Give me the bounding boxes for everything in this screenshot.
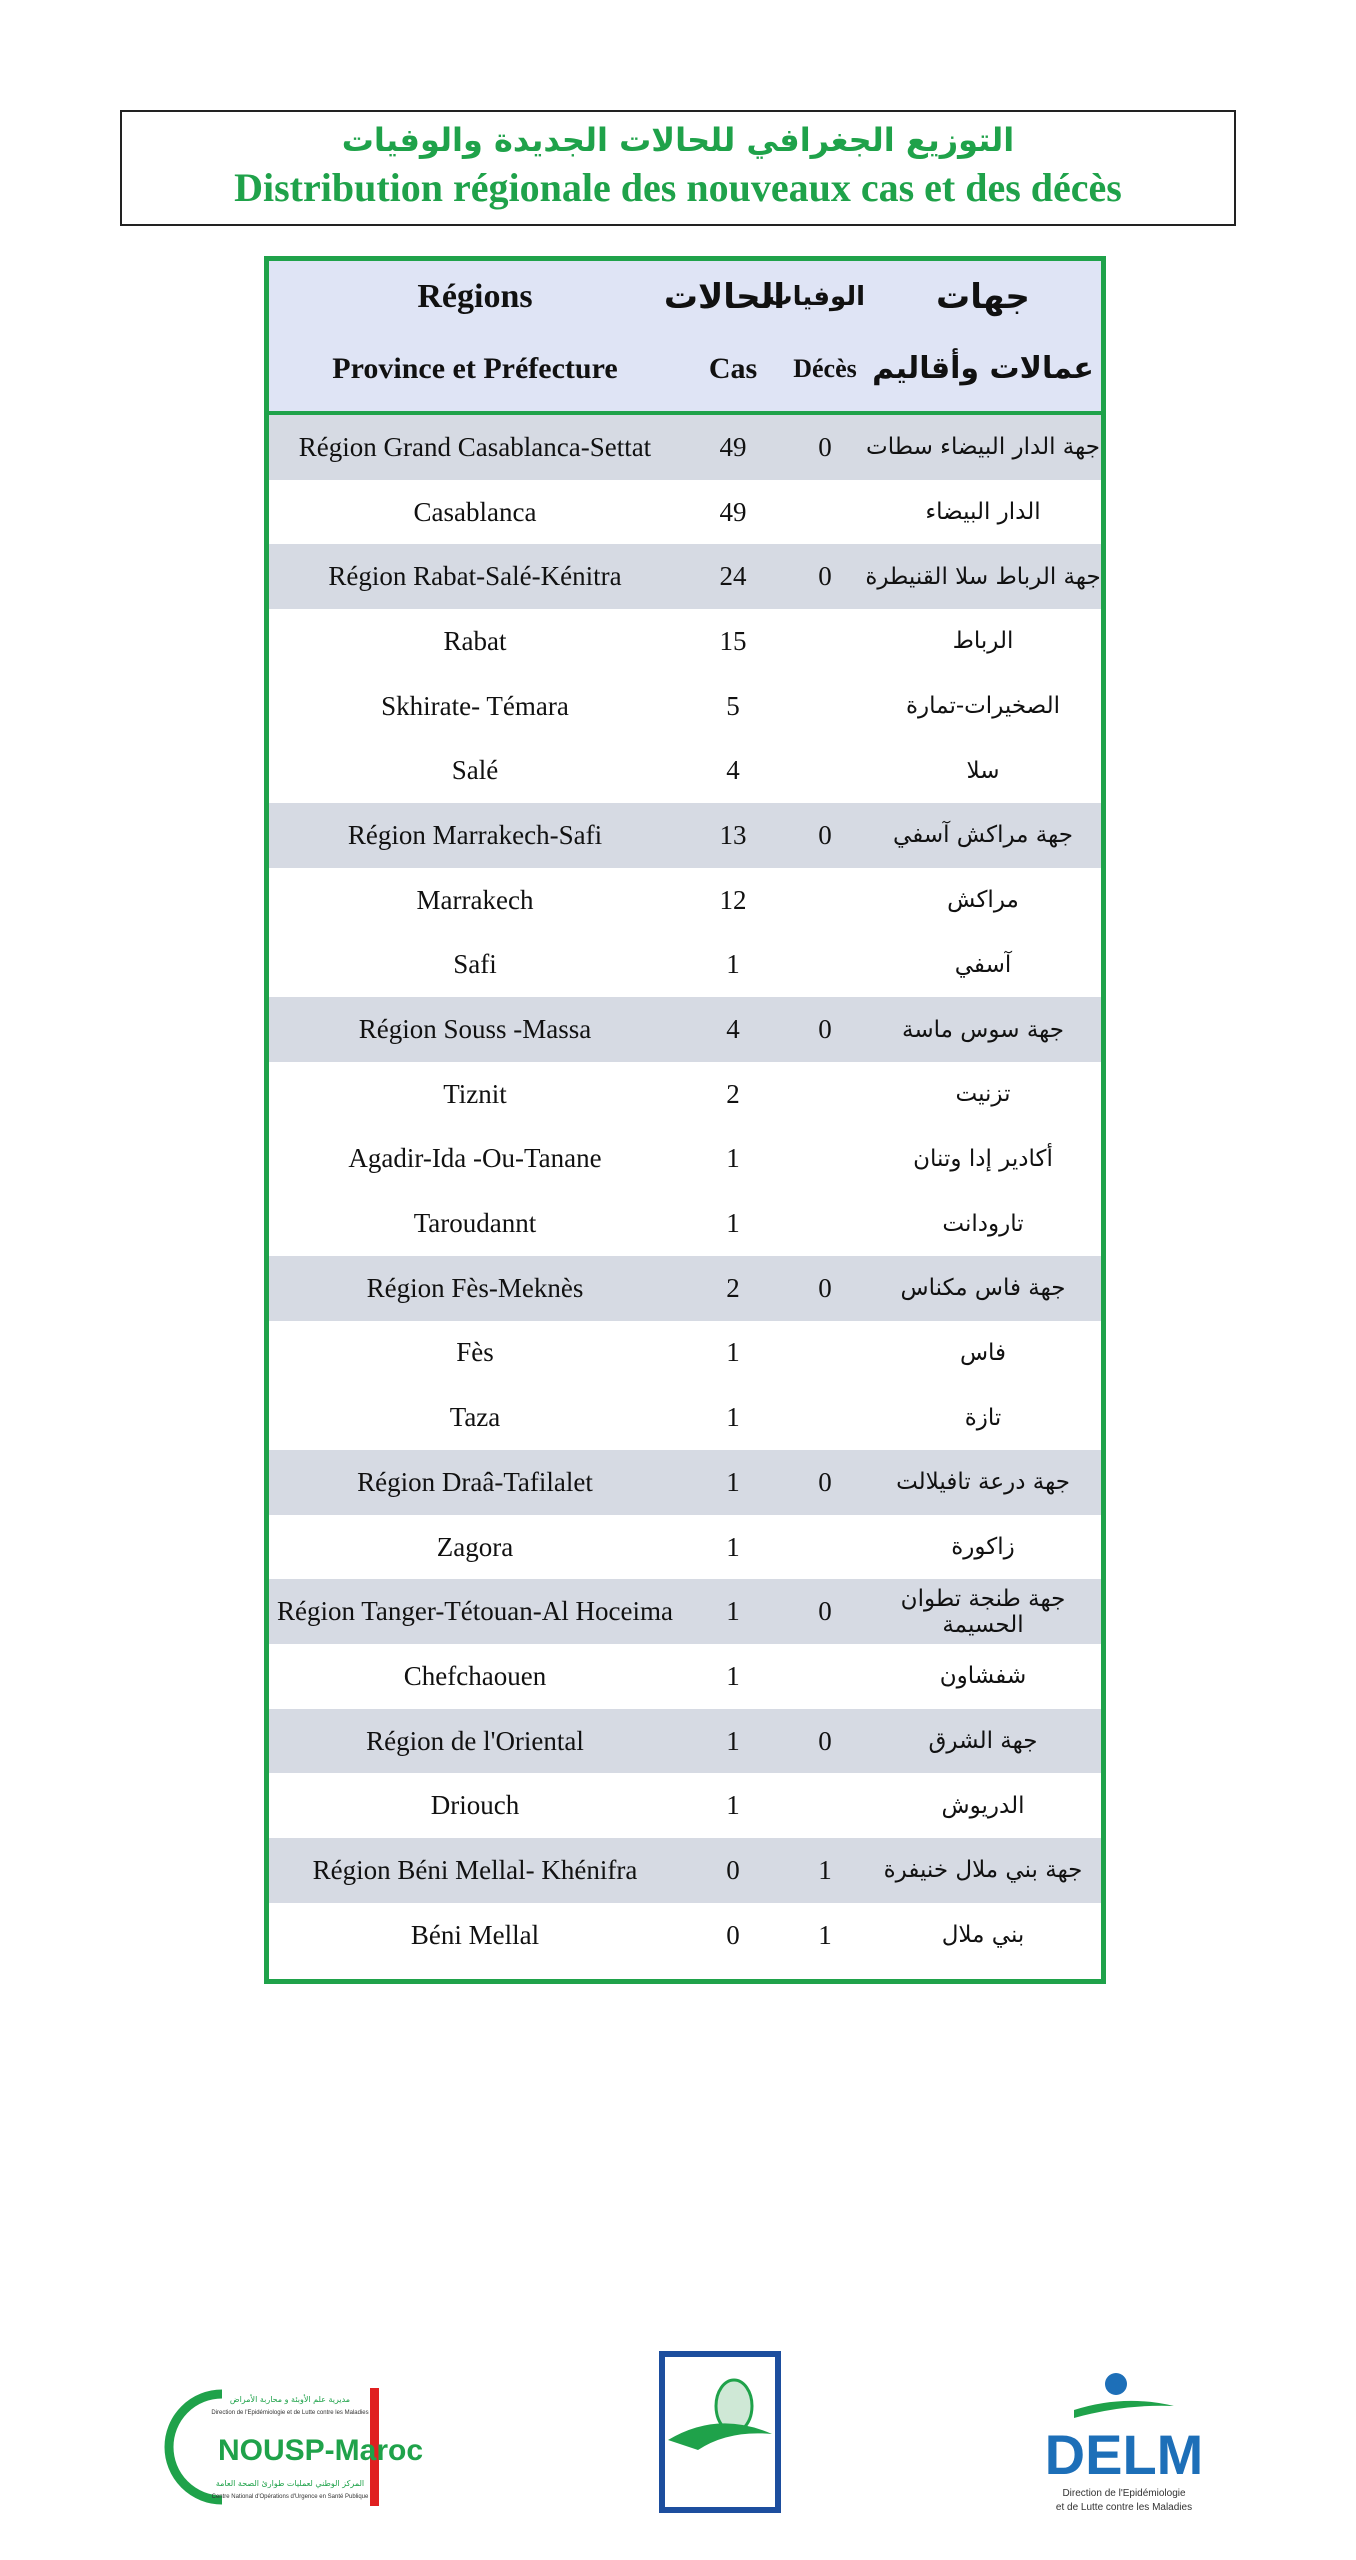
cell-cas: 1 [726,1466,740,1497]
table-row-province [269,1062,1101,1127]
cell-deces: 0 [818,1014,832,1045]
cell-name: Safi [453,949,497,980]
cell-deces: 1 [818,1919,832,1950]
cell-arabic: الصخيرات-تمارة [905,693,1061,720]
cell-cas: 1 [726,1143,740,1174]
header-ar-regions: جهات [936,277,1030,317]
cell-arabic: الدريوش [941,1792,1025,1819]
cell-name: Région Souss -Massa [358,1014,592,1045]
cell-name: Taza [449,1402,501,1433]
cell-cas: 0 [726,1854,740,1885]
table-row-province [269,1385,1101,1450]
nousp-fr-line: Direction de l'Epidémiologie et de Lutte contre les Maladies [211,2410,369,2416]
cell-cas: 4 [726,1014,740,1045]
title-french: Distribution régionale des nouveaux cas et des décès [234,165,1122,210]
cell-name: Taroudannt [413,1208,537,1239]
delm-head-icon [1105,2373,1127,2395]
cell-cas: 13 [719,819,747,850]
table-row-region [269,1256,1101,1321]
distribution-table [264,256,1106,1984]
cell-name: Skhirate- Témara [381,690,569,721]
cell-name: Région Fès-Meknès [366,1272,584,1303]
cell-arabic: تازة [964,1404,1002,1431]
table-row-province [269,933,1101,998]
table-row-province [269,480,1101,545]
nousp-ar-line2: المركز الوطني لعمليات طوارئ الصحة العامة [215,2479,365,2488]
cell-cas: 1 [726,1337,740,1368]
header-deces-fr: Décès [793,354,857,383]
table-row-region [269,1579,1101,1644]
cell-arabic: تزنيت [955,1081,1011,1108]
header-regions-title: Régions [417,278,533,315]
cell-arabic: سلا [966,757,1000,784]
cell-cas: 1 [726,1725,740,1756]
table-row-region [269,1709,1101,1774]
cell-arabic: فاس [959,1339,1007,1366]
cell-name: Béni Mellal [410,1919,540,1950]
cell-name: Marrakech [416,884,534,915]
cell-deces: 0 [818,819,832,850]
cell-deces: 0 [818,561,832,592]
delm-logo [1044,2370,1204,2520]
cell-arabic: زاكورة [951,1534,1015,1561]
table-row-region [269,1838,1101,1903]
table-row-region [269,1450,1101,1515]
header-cas-ar: الحالات [663,277,785,317]
cell-arabic: جهة الشرق [928,1728,1038,1755]
delm-name: DELM [1044,2423,1204,2486]
cell-cas: 1 [726,949,740,980]
cell-cas: 1 [726,1531,740,1562]
cell-arabic: شفشاون [939,1663,1027,1690]
cell-name: Zagora [436,1531,514,1562]
cell-cas: 1 [726,1790,740,1821]
title-box [120,110,1236,226]
table-row-province [269,1773,1101,1838]
cell-cas: 49 [719,496,747,527]
table-header [269,261,1101,415]
table-row-province [269,674,1101,739]
cell-arabic: الرباط [952,628,1014,655]
cell-cas: 1 [726,1402,740,1433]
cell-name: Agadir-Ida -Ou-Tanane [348,1143,602,1174]
cell-name: Rabat [443,625,507,656]
cell-name: Région Béni Mellal- Khénifra [312,1854,638,1885]
cell-deces: 0 [818,1596,832,1627]
cell-arabic: جهة درعة تافيلالت [896,1469,1070,1496]
table-row-province [269,1903,1101,1968]
cell-name: Chefchaouen [403,1660,547,1691]
table-body [269,415,1101,1968]
cell-arabic: جهة سوس ماسة [902,1016,1064,1043]
cell-arabic: جهة الرباط سلا القنيطرة [865,563,1101,590]
cell-name: Région Grand Casablanca-Settat [298,431,652,462]
cell-cas: 5 [726,690,740,721]
nousp-logo [170,2380,424,2510]
cell-name: Région de l'Oriental [366,1725,584,1756]
cell-name: Casablanca [413,496,537,527]
cell-cas: 49 [719,431,747,462]
table-row-province [269,1644,1101,1709]
table-row-province [269,1191,1101,1256]
center-wave-icon [668,2423,772,2450]
cell-deces: 0 [818,1725,832,1756]
title-arabic: التوزيع الجغرافي للحالات الجديدة والوفيات [341,121,1015,159]
table-row-province [269,1127,1101,1192]
table-row-region [269,544,1101,609]
cell-cas: 1 [726,1660,740,1691]
cell-arabic: جهة فاس مكناس [900,1275,1066,1302]
cell-name: Région Draâ-Tafilalet [357,1466,593,1497]
header-ar-provinces: عمالات وأقاليم [872,351,1094,386]
cell-deces: 0 [818,1466,832,1497]
cell-cas: 4 [726,755,740,786]
cell-name: Salé [451,755,499,786]
table-row-province [269,738,1101,803]
cell-name: Driouch [430,1790,520,1821]
cell-cas: 1 [726,1596,740,1627]
table-row-province [269,1515,1101,1580]
cell-arabic: آسفي [954,951,1012,978]
table-row-region [269,997,1101,1062]
delm-swoosh-icon [1074,2401,1174,2418]
cell-cas: 15 [719,625,747,656]
cell-arabic: الدار البيضاء [925,499,1041,526]
cell-arabic: جهة بني ملال خنيفرة [883,1857,1083,1884]
cell-cas: 1 [726,1208,740,1239]
table-row-province [269,609,1101,674]
header-province-title: Province et Préfecture [332,352,618,385]
cell-cas: 2 [726,1078,740,1109]
cell-arabic: جهة الدار البيضاء سطات [866,434,1100,461]
cell-arabic: مراكش [947,887,1019,914]
cell-name: Fès [456,1337,494,1368]
cell-cas: 0 [726,1919,740,1950]
table-row-region [269,415,1101,480]
header-deces-ar: الوفيات [766,282,865,312]
delm-line1: Direction de l'Epidémiologie [1062,2488,1186,2499]
nousp-name: NOUSP-Maroc [218,2434,424,2467]
cell-name: Région Marrakech-Safi [347,819,603,850]
footer-logos [0,2340,1356,2540]
cell-arabic: جهة مراكش آسفي [893,822,1073,849]
header-cas-fr: Cas [708,352,758,385]
cell-name: Région Rabat-Salé-Kénitra [328,561,622,592]
cell-name: Région Tanger-Tétouan-Al Hoceima [277,1596,673,1627]
cell-cas: 2 [726,1272,740,1303]
nousp-ar-line: مديرية علم الأوبئة و محاربة الأمراض [229,2395,351,2404]
nousp-fr-line2: Centre National d'Opérations d'Urgence en Santé Publique [211,2494,369,2500]
cell-deces: 0 [818,431,832,462]
delm-line2: et de Lutte contre les Maladies [1055,2502,1193,2513]
center-logo [658,2350,782,2514]
cell-arabic: أكادير إدا وتنان [913,1145,1053,1172]
cell-arabic: تارودانت [942,1210,1024,1237]
table-row-region [269,803,1101,868]
cell-name: Tiznit [443,1078,507,1109]
table-row-province [269,868,1101,933]
cell-deces: 1 [818,1854,832,1885]
cell-cas: 12 [719,884,747,915]
cell-arabic: جهة طنجة تطوان الحسيمة [900,1585,1066,1638]
cell-cas: 24 [719,561,747,592]
cell-arabic: بني ملال [941,1922,1025,1949]
table-row-province [269,1321,1101,1386]
cell-deces: 0 [818,1272,832,1303]
